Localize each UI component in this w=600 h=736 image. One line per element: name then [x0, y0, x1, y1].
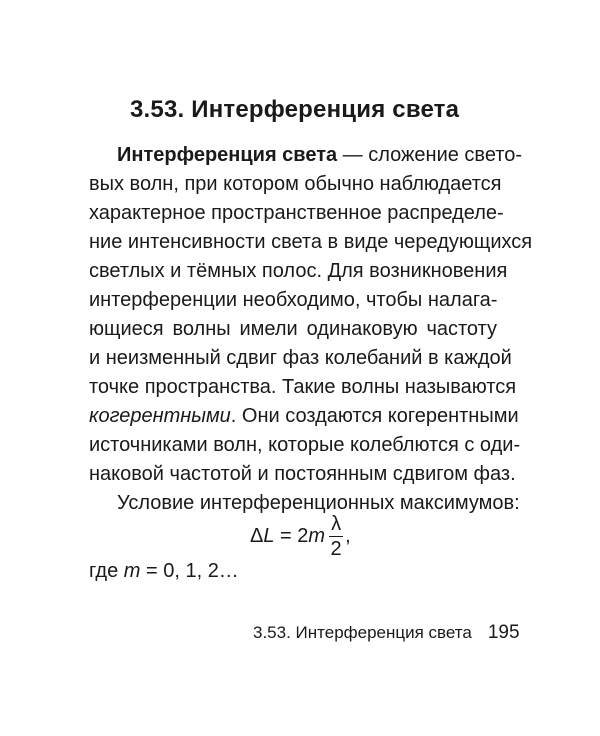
where-clause: где m = 0, 1, 2… [89, 560, 239, 582]
section-title: 3.53. Интерференция света [130, 96, 460, 123]
formula [250, 512, 351, 561]
paragraph-line: Условие интерференционных максимумов: [117, 492, 520, 514]
page-number: 195 [487, 622, 520, 643]
paragraph-line: интерференции необходимо, чтобы налага- [89, 289, 498, 311]
paragraph-line: точке пространства. Такие волны называются [89, 376, 517, 398]
paragraph-line: ющиеся волны имели одинаковую частоту [89, 318, 497, 340]
paragraph-line: ние интенсивности света в виде чередующихся [89, 231, 533, 253]
formula-var-m: m [308, 525, 326, 547]
paragraph [89, 141, 533, 518]
formula-equals: = 2 [274, 525, 309, 547]
paragraph-line: и неизменный сдвиг фаз колебаний в каждой [89, 347, 512, 369]
term-italic: когерентными [89, 405, 231, 427]
where-var: m [123, 560, 141, 582]
paragraph-line: Интерференция света — сложение свето- [117, 144, 523, 166]
paragraph-line: источниками волн, которые колеблются с оди- [89, 434, 521, 456]
fraction-denominator: 2 [330, 538, 342, 560]
fraction-numerator: λ [331, 513, 342, 535]
paragraph-line: характерное пространственное распределе- [89, 202, 504, 224]
term-bold: Интерференция света [117, 144, 338, 166]
formula-fraction [329, 512, 343, 561]
paragraph-line: светлых и тёмных полос. Для возникновения [89, 260, 508, 282]
paragraph-line: наковой частотой и постоянным сдвигом фаз. [89, 463, 516, 485]
formula-delta: Δ [250, 525, 264, 547]
formula-var-l: L [263, 525, 275, 547]
formula-comma: , [345, 525, 351, 547]
paragraph-line: когерентными. Они создаются когерентными [89, 405, 519, 427]
page-footer [253, 622, 520, 644]
running-title: 3.53. Интерференция света [253, 623, 472, 642]
paragraph-line: вых волн, при котором обычно наблюдается [89, 173, 502, 195]
